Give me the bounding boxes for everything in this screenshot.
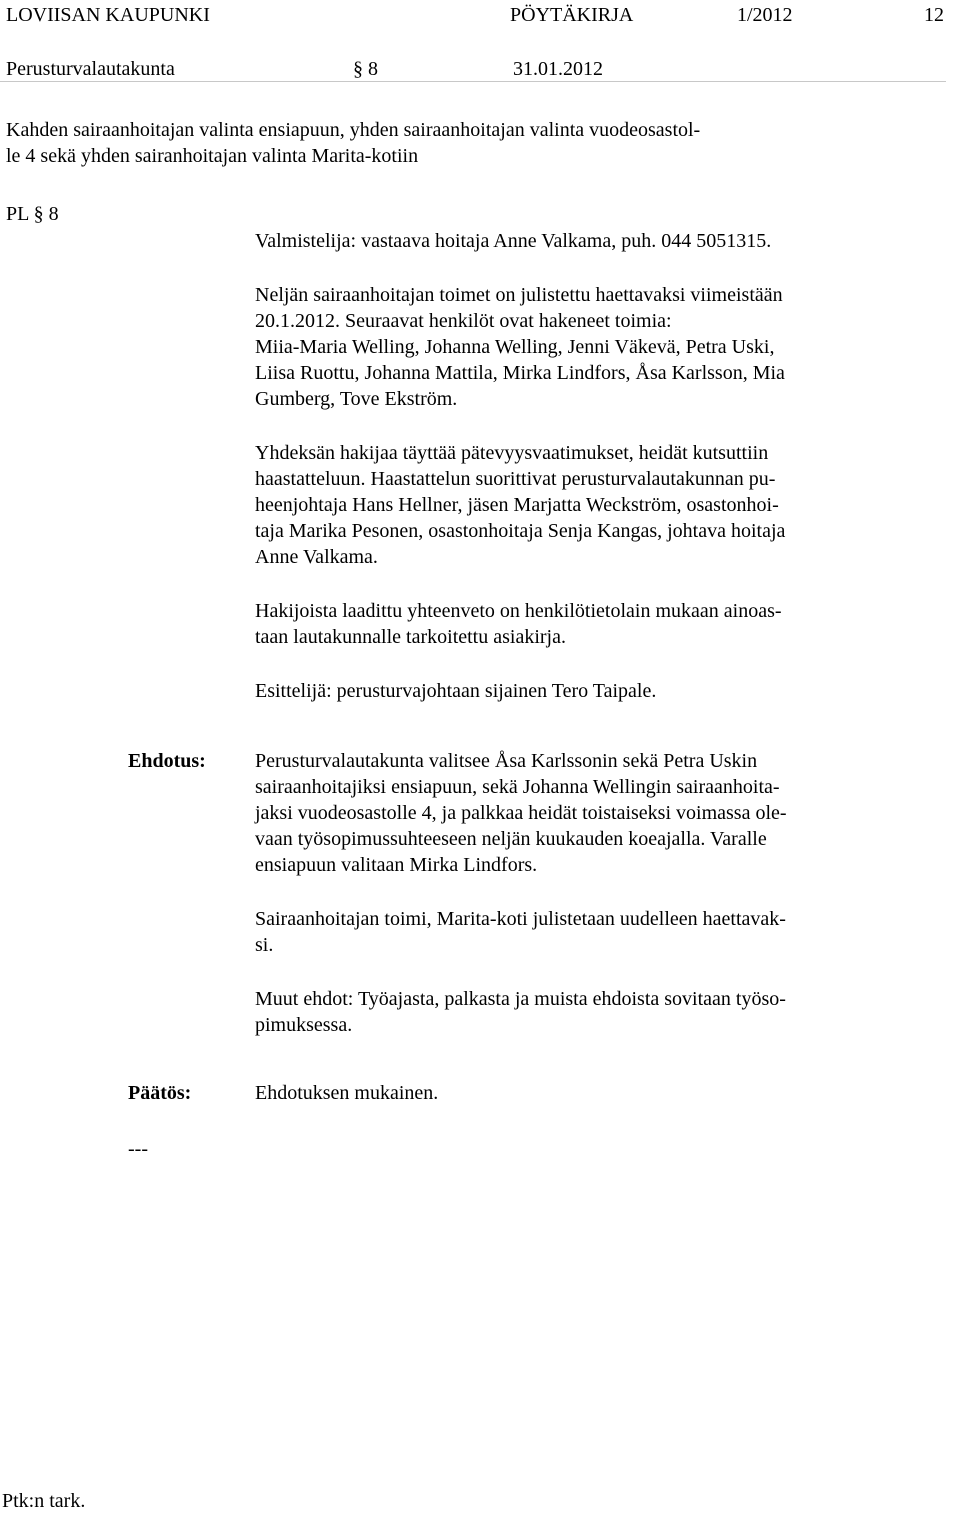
decision-text: Ehdotuksen mukainen. <box>255 1082 439 1104</box>
paragraph-interviews: Yhdeksän hakijaa täyttää pätevyysvaatimukset, heidät kutsuttiin haastatteluun. Haastattelun suorittivat perusturvalautakunnan pu- heenjohtaja Hans Hellner, jäsen Marjatta Weckström, osastonhoi- taja Marika Pesonen, osastonhoitaja Senja Kangas, johtava hoitaja Anne Valkama. <box>255 442 786 568</box>
proposal-paragraph: Perusturvalautakunta valitsee Åsa Karlssonin sekä Petra Uskin sairaanhoitajiksi ensiapuun, sekä Johanna Wellingin sairaanhoita- jaksi vuodeosastolle 4, ja palkkaa heidät toistaiseksi voimassa ole- vaan työsopimussuhteeseen neljän kuukauden koeajalla. Varalle ensiapuun valitaan Mirka Lindfors. <box>255 750 787 876</box>
proposal-paragraph: Muut ehdot: Työajasta, palkasta ja muista ehdoista sovitaan työso- pimuksessa. <box>255 988 786 1036</box>
header-date: 31.01.2012 <box>513 58 603 80</box>
header-doc-number: 1/2012 <box>737 4 793 26</box>
proposal-paragraph: Sairaanhoitajan toimi, Marita-koti julistetaan uudelleen haettavak- si. <box>255 908 786 956</box>
proposal-text <box>255 748 945 1038</box>
title-line: Kahden sairaanhoitajan valinta ensiapuun, yhden sairaanhoitajan valinta vuodeosastol- <box>6 119 701 141</box>
paragraph-applicants: Neljän sairaanhoitajan toimet on julistettu haettavaksi viimeistään 20.1.2012. Seuraavat henkilöt ovat hakeneet toimia: Miia-Maria Welling, Johanna Welling, Jenni Väkevä, Petra Uski, Liisa Ruottu, Johanna Mattila, Mirka Lindfors, Åsa Karlsson, Mia Gumberg, Tove Ekström. <box>255 284 785 410</box>
body-text <box>255 228 945 704</box>
proposal-label: Ehdotus: <box>128 750 206 772</box>
header-doc-type: PÖYTÄKIRJA <box>510 4 634 26</box>
end-mark: --- <box>128 1138 148 1160</box>
page-title <box>6 117 700 169</box>
header-board: Perusturvalautakunta <box>6 58 175 80</box>
header-section: § 8 <box>353 58 378 80</box>
preparer-line: Valmistelija: vastaava hoitaja Anne Valkama, puh. 044 5051315. <box>255 230 772 252</box>
paragraph-summary: Hakijoista laadittu yhteenveto on henkilötietolain mukaan ainoas- taan lautakunnalle tarkoitettu asiakirja. <box>255 600 782 648</box>
header-rule <box>0 81 946 82</box>
title-line: le 4 sekä yhden sairanhoitajan valinta Marita-kotiin <box>6 145 419 167</box>
header-org: LOVIISAN KAUPUNKI <box>6 4 210 26</box>
footer-note: Ptk:n tark. <box>2 1490 86 1512</box>
header-page-number: 12 <box>924 4 944 26</box>
decision-label: Päätös: <box>128 1082 192 1104</box>
section-reference: PL § 8 <box>6 203 59 225</box>
presenter-line: Esittelijä: perusturvajohtaan sijainen Tero Taipale. <box>255 680 657 702</box>
